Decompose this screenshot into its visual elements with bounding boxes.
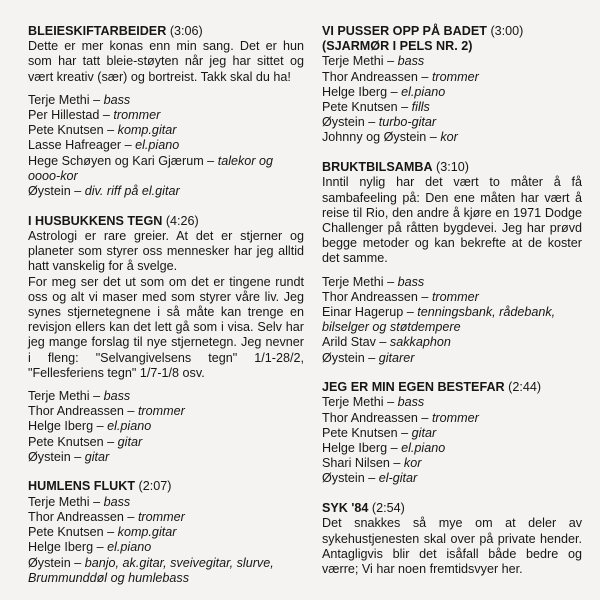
song-duration: (4:26): [165, 213, 199, 228]
credit-line: Pete Knutsen – komp.gitar: [28, 123, 177, 138]
song-i-husbukkens-tegn: [28, 214, 304, 465]
credit-line: Pete Knutsen – gitar: [322, 425, 437, 440]
description-paragraph: Inntil nylig har det vært to måter å få sambafeeling på: Den ene måten har vært å reise til Rio, den andre å kjøre en 1971 Dodge Challenger på råtten bygdevei. Jeg har prøvd begge metoder og kan bekrefte at de koster det samme.: [322, 175, 582, 266]
musician-name: Terje Methi: [322, 54, 384, 69]
credit-line: Terje Methi – bass: [28, 494, 131, 509]
musician-name: Terje Methi: [322, 274, 384, 289]
song-duration: (3:06): [169, 24, 203, 38]
left-column: [28, 24, 304, 600]
description-paragraph: Dette er mer konas enn min sang. Det er hun som har tatt bleie-støyten når jeg har sittet og vært kreativ (sær) og bortreist. Takk skal du ha!: [28, 39, 304, 84]
song-title: [28, 479, 304, 494]
credit-line: Shari Nilsen – kor: [322, 456, 422, 471]
musician-name: Øystein: [322, 350, 365, 365]
credit-line: Helge Iberg – el.piano: [28, 419, 152, 434]
credit-line: Thor Andreassen – trommer: [322, 410, 479, 425]
musician-name: Thor Andreassen: [322, 289, 418, 304]
musician-role: tenningsbank, rådebank, bilselger og støtdempere: [322, 304, 556, 335]
song-description: [322, 175, 582, 266]
credit-line: Øystein – gitarer: [322, 350, 415, 365]
musician-role: bass: [397, 54, 425, 69]
credit-line: Terje Methi – bass: [322, 395, 425, 410]
song-bleieskiftarbeider: [28, 24, 304, 199]
song-duration: (2:44): [508, 380, 542, 395]
musician-name: Øystein: [322, 471, 365, 486]
musician-name: Per Hillestad: [28, 108, 100, 123]
song-description: [28, 229, 304, 381]
song-title: [28, 214, 304, 229]
song-title: [322, 160, 582, 175]
musician-role: el.piano: [401, 84, 446, 99]
musician-role: trommer: [137, 404, 185, 419]
credits-list: [28, 93, 304, 199]
song-syk-84: [322, 501, 582, 577]
musician-role: komp.gitar: [117, 525, 177, 540]
musician-name: Thor Andreassen: [322, 410, 418, 425]
credit-line: Øystein – banjo, ak.gitar, sveivegitar, slurve, Brummunddøl og humlebass: [28, 555, 274, 585]
musician-name: Thor Andreassen: [28, 404, 124, 419]
credit-line: Pete Knutsen – gitar: [28, 434, 143, 449]
song-name: BRUKTBILSAMBA: [322, 160, 433, 175]
credit-line: Terje Methi – bass: [28, 92, 131, 107]
credit-line: Pete Knutsen – komp.gitar: [28, 525, 177, 540]
song-name: I HUSBUKKENS TEGN: [28, 213, 163, 228]
musician-role: bass: [103, 92, 131, 107]
credit-line: Thor Andreassen – trommer: [28, 404, 185, 419]
credit-line: Øystein – div. riff på el.gitar: [28, 184, 180, 199]
credit-line: Helge Iberg – el.piano: [322, 84, 446, 99]
right-column: [322, 24, 582, 592]
song-name: BLEIESKIFTARBEIDER: [28, 24, 167, 38]
song-duration: (3:00): [490, 24, 524, 38]
credit-line: Arild Stav – sakkaphon: [322, 335, 451, 350]
musician-name: Pete Knutsen: [28, 123, 104, 138]
song-name: VI PUSSER OPP PÅ BADET: [322, 24, 487, 38]
musician-name: Øystein: [28, 449, 71, 464]
musician-role: bass: [103, 494, 131, 509]
musician-role: trommer: [431, 69, 479, 84]
musician-name: Thor Andreassen: [322, 69, 418, 84]
song-title: [322, 380, 582, 395]
musician-name: Pete Knutsen: [322, 100, 398, 115]
credit-line: Terje Methi – bass: [322, 274, 425, 289]
song-jeg-er-min-egen-bestefar: [322, 380, 582, 486]
musician-role: trommer: [113, 108, 161, 123]
musician-role: bass: [397, 274, 425, 289]
musician-role: gitar: [84, 449, 110, 464]
credit-line: Helge Iberg – el.piano: [28, 540, 152, 555]
song-name: HUMLENS FLUKT: [28, 479, 136, 494]
musician-role: el.piano: [401, 441, 446, 456]
musician-name: Helge Iberg: [322, 84, 388, 99]
credits-list: [28, 495, 304, 586]
musician-role: el.piano: [107, 540, 152, 555]
musician-name: Pete Knutsen: [322, 425, 398, 440]
credits-list: [322, 54, 582, 145]
musician-role: banjo, ak.gitar, sveivegitar, slurve, Brummunddøl og humlebass: [28, 555, 274, 585]
musician-role: komp.gitar: [117, 123, 177, 138]
credits-list: [322, 275, 582, 366]
description-paragraph: Det snakkes så mye om at deler av sykehustjenesten skal over på private hender. Antagligvis blir det isåfall både bedre og værre; Vi har noen fremtidsvyer her.: [322, 516, 582, 576]
musician-name: Hege Schøyen og Kari Gjærum: [28, 153, 204, 168]
musician-name: Helge Iberg: [322, 441, 388, 456]
musician-name: Øystein: [28, 555, 71, 570]
song-title: [322, 501, 582, 516]
credit-line: Pete Knutsen – fills: [322, 100, 430, 115]
credit-line: Thor Andreassen – trommer: [28, 509, 185, 524]
credit-line: Øystein – turbo-gitar: [322, 115, 437, 130]
musician-name: Terje Methi: [322, 395, 384, 410]
musician-role: gitarer: [378, 350, 415, 365]
musician-role: el.piano: [135, 138, 180, 153]
musician-role: kor: [440, 130, 458, 145]
musician-role: turbo-gitar: [378, 115, 437, 130]
song-subtitle: (SJARMØR I PELS NR. 2): [322, 39, 473, 54]
credit-line: Thor Andreassen – trommer: [322, 69, 479, 84]
musician-role: trommer: [431, 289, 479, 304]
song-duration: (2:54): [371, 501, 405, 516]
song-description: [28, 39, 304, 85]
song-bruktbilsamba: [322, 160, 582, 366]
musician-name: Terje Methi: [28, 388, 90, 403]
musician-role: talekor og oooo-kor: [28, 153, 274, 183]
description-paragraph: For meg ser det ut som om det er tingene rundt oss og alt vi maser med som styrer våre liv. Jeg synes stjernetegnene i så måte kan trenge en revisjon ellers kan det lett gå som i visa. Selv har jeg mange forslag til nye stjernetegn. Jeg nevner i fleng: "Selvangivelsens tegn" 1/1-28/2, "Fellesferiens tegn" 1/7-1/8 osv.: [28, 274, 304, 380]
song-title: [28, 24, 304, 39]
musician-role: bass: [397, 395, 425, 410]
musician-role: el.piano: [107, 419, 152, 434]
credit-line: Johnny og Øystein – kor: [322, 130, 458, 145]
musician-name: Øystein: [322, 115, 365, 130]
musician-role: sakkaphon: [389, 335, 451, 350]
musician-role: trommer: [431, 410, 479, 425]
credit-line: Terje Methi – bass: [28, 388, 131, 403]
musician-role: gitar: [411, 425, 437, 440]
song-description: [322, 516, 582, 577]
musician-role: kor: [403, 456, 422, 471]
credits-list: [322, 395, 582, 486]
credits-list: [28, 389, 304, 465]
musician-name: Terje Methi: [28, 92, 90, 107]
credit-line: Einar Hagerup – tenningsbank, rådebank, bilselger og støtdempere: [322, 304, 556, 335]
credit-line: Lasse Hafreager – el.piano: [28, 138, 180, 153]
credit-line: Helge Iberg – el.piano: [322, 441, 446, 456]
song-vi-pusser-opp-pa-badet: [322, 24, 582, 146]
musician-name: Øystein: [28, 184, 71, 199]
credit-line: Terje Methi – bass: [322, 54, 425, 69]
musician-role: gitar: [117, 434, 143, 449]
musician-name: Arild Stav: [322, 335, 376, 350]
song-duration: (3:10): [436, 160, 469, 175]
musician-role: el-gitar: [378, 471, 418, 486]
song-title: [322, 24, 582, 54]
song-duration: (2:07): [138, 479, 172, 494]
musician-name: Pete Knutsen: [28, 525, 104, 540]
musician-role: bass: [103, 388, 131, 403]
musician-name: Terje Methi: [28, 494, 90, 509]
description-paragraph: Astrologi er rare greier. At det er stjerner og planeter som styrer oss mennesker har jeg alltid hatt vanskelig for å svelge.: [28, 228, 304, 274]
credit-line: Øystein – gitar: [28, 449, 110, 464]
musician-name: Pete Knutsen: [28, 434, 104, 449]
credit-line: Øystein – el-gitar: [322, 471, 418, 486]
song-humlens-flukt: [28, 479, 304, 585]
credit-line: Hege Schøyen og Kari Gjærum – talekor og oooo-kor: [28, 153, 274, 183]
song-name: SYK '84: [322, 501, 369, 516]
song-name: JEG ER MIN EGEN BESTEFAR: [322, 380, 505, 395]
musician-name: Thor Andreassen: [28, 509, 124, 524]
musician-name: Shari Nilsen: [322, 456, 390, 471]
musician-role: trommer: [137, 509, 185, 524]
musician-name: Einar Hagerup: [322, 304, 404, 319]
credit-line: Thor Andreassen – trommer: [322, 289, 479, 304]
musician-role: fills: [411, 100, 430, 115]
musician-name: Johnny og Øystein: [322, 130, 427, 145]
credit-line: Per Hillestad – trommer: [28, 108, 161, 123]
musician-name: Lasse Hafreager: [28, 138, 122, 153]
musician-name: Helge Iberg: [28, 419, 94, 434]
musician-role: div. riff på el.gitar: [84, 184, 180, 199]
musician-name: Helge Iberg: [28, 540, 94, 555]
